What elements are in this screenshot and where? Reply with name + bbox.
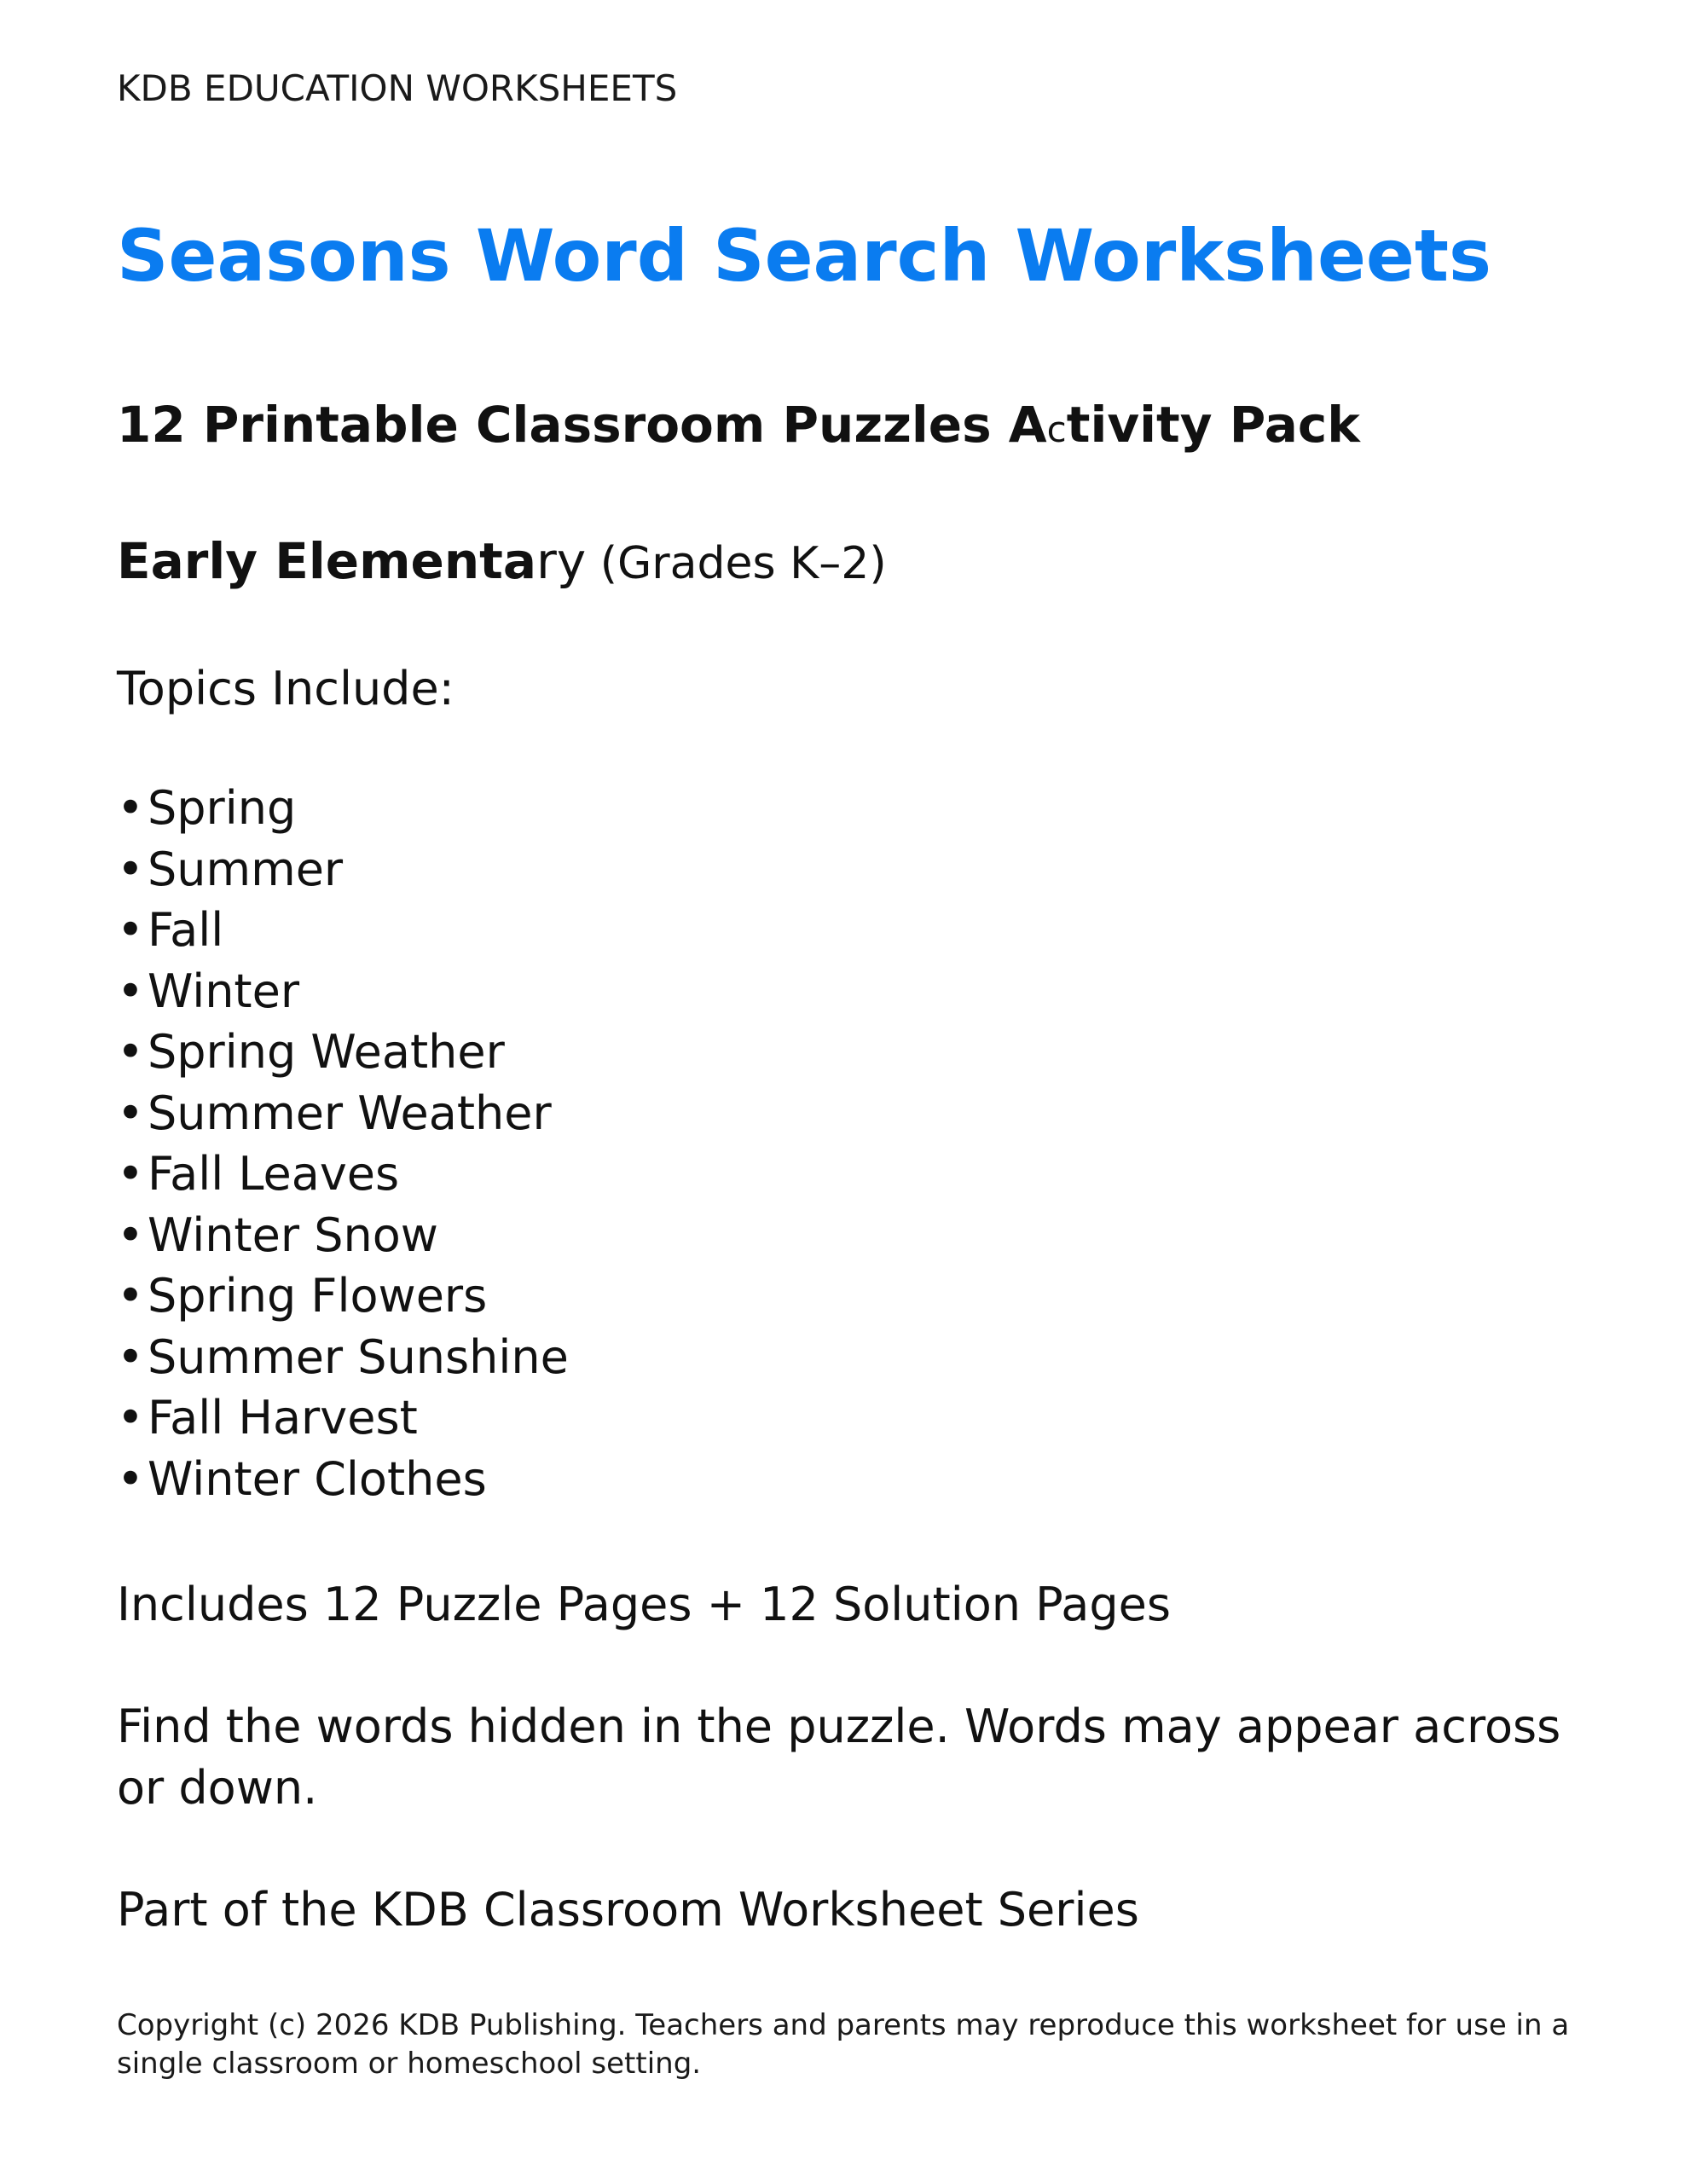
topic-label: Summer <box>148 842 344 896</box>
grade-label-bold: Early Elementa <box>117 532 537 590</box>
topic-item <box>117 1387 569 1449</box>
topic-item <box>117 839 569 900</box>
bullet-icon: • <box>117 1025 144 1079</box>
topics-heading: Topics Include: <box>117 662 455 715</box>
topic-item <box>117 1022 569 1083</box>
topic-label: Winter Clothes <box>148 1451 487 1506</box>
topic-label: Spring Weather <box>148 1025 505 1079</box>
bullet-icon: • <box>117 1391 144 1445</box>
bullet-icon: • <box>117 842 144 896</box>
subtitle <box>117 392 1360 462</box>
includes-summary: Includes 12 Puzzle Pages + 12 Solution Pages <box>117 1578 1171 1631</box>
bullet-icon: • <box>117 1207 144 1262</box>
series-note: Part of the KDB Classroom Worksheet Series <box>117 1883 1139 1937</box>
topic-item <box>117 1449 569 1510</box>
topic-item <box>117 961 569 1022</box>
topic-label: Spring Flowers <box>148 1269 488 1323</box>
topic-item <box>117 1083 569 1144</box>
topic-label: Fall <box>148 903 224 957</box>
topics-list <box>117 778 569 1509</box>
topic-label: Fall Harvest <box>148 1391 418 1445</box>
copyright-notice: Copyright (c) 2026 KDB Publishing. Teachers and parents may reproduce this worksheet for use in a single classroom or homeschool setting. <box>117 2008 1570 2081</box>
topic-label: Winter Snow <box>148 1207 438 1262</box>
grade-range: (Grades K–2) <box>586 538 887 589</box>
topic-label: Fall Leaves <box>148 1147 400 1201</box>
page-title: Seasons Word Search Worksheets <box>117 214 1492 298</box>
bullet-icon: • <box>117 1329 144 1384</box>
topic-item <box>117 900 569 961</box>
grade-label-regular: ry <box>536 532 587 590</box>
topic-item <box>117 1327 569 1388</box>
subtitle-main: 12 Printable Classroom Puzzles A <box>117 396 1047 454</box>
bullet-icon: • <box>117 964 144 1018</box>
topic-item <box>117 778 569 839</box>
topic-item <box>117 1205 569 1266</box>
topic-item <box>117 1265 569 1327</box>
bullet-icon: • <box>117 1269 144 1323</box>
topic-label: Spring <box>148 781 297 835</box>
publisher-header: KDB EDUCATION WORKSHEETS <box>117 67 678 109</box>
topic-label: Summer Sunshine <box>148 1329 569 1384</box>
topic-label: Summer Weather <box>148 1086 552 1140</box>
puzzle-instructions: Find the words hidden in the puzzle. Words may appear across or down. <box>117 1699 1561 1815</box>
bullet-icon: • <box>117 1451 144 1506</box>
subtitle-small-c: c <box>1046 408 1067 450</box>
topic-item <box>117 1144 569 1205</box>
bullet-icon: • <box>117 1147 144 1201</box>
topic-label: Winter <box>148 964 300 1018</box>
bullet-icon: • <box>117 781 144 835</box>
grade-level <box>117 529 887 596</box>
bullet-icon: • <box>117 1086 144 1140</box>
subtitle-end: tivity Pack <box>1066 396 1360 454</box>
bullet-icon: • <box>117 903 144 957</box>
